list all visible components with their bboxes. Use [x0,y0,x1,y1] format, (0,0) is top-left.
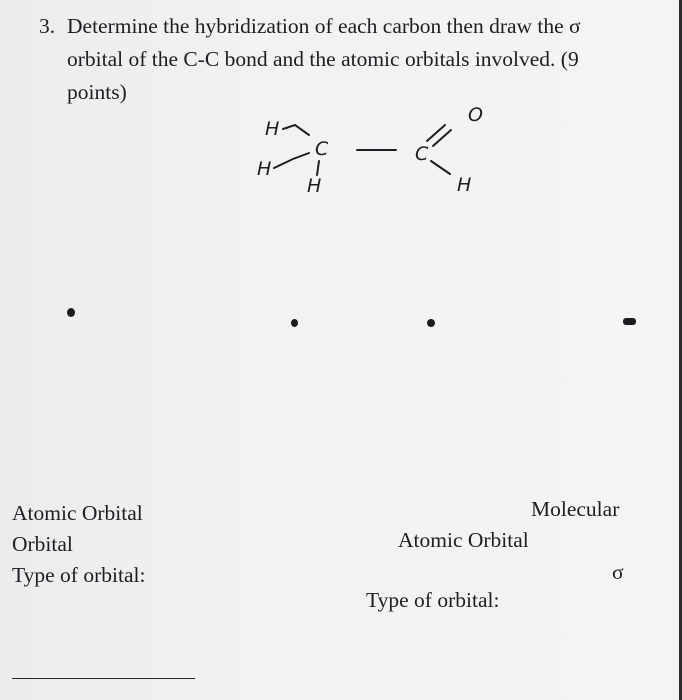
question-text-line-2: orbital of the C-C bond and the atomic orbitals involved. (9 [67,47,579,71]
atom-o: O [468,104,483,126]
atom-h-bottom: H [307,175,322,197]
dot-4 [623,318,636,325]
label-sigma: σ [612,560,624,584]
label-molecular: Molecular [531,497,620,521]
question-text-line-3: points) [67,80,127,104]
bond-h-c-left [274,153,309,168]
question-text-line-1: Determine the hybridization of each carbon then draw the σ [67,14,581,38]
label-type-of-orbital-left: Type of orbital: [12,563,146,587]
label-type-of-orbital-right: Type of orbital: [366,588,500,612]
atom-h-top: H [265,118,280,140]
structure-svg [245,95,495,205]
label-atomic-orbital-left: Atomic Orbital [12,501,143,525]
dot-3 [427,319,435,327]
atom-c-left: C [315,138,329,160]
answer-blank-line [12,678,195,679]
acetaldehyde-structure-drawing [245,95,495,205]
dot-1 [67,308,75,317]
question-number: 3. [39,14,56,38]
label-orbital-left: Orbital [12,532,73,556]
atom-h-right: H [457,174,472,196]
atom-c-right: C [415,143,429,165]
bond-c-h-bottom [317,161,319,175]
dot-2 [291,319,298,327]
atom-h-left: H [257,158,272,180]
label-atomic-orbital-right: Atomic Orbital [398,528,529,552]
bond-h-c-top [283,125,309,135]
bond-c-h-right [431,161,450,174]
